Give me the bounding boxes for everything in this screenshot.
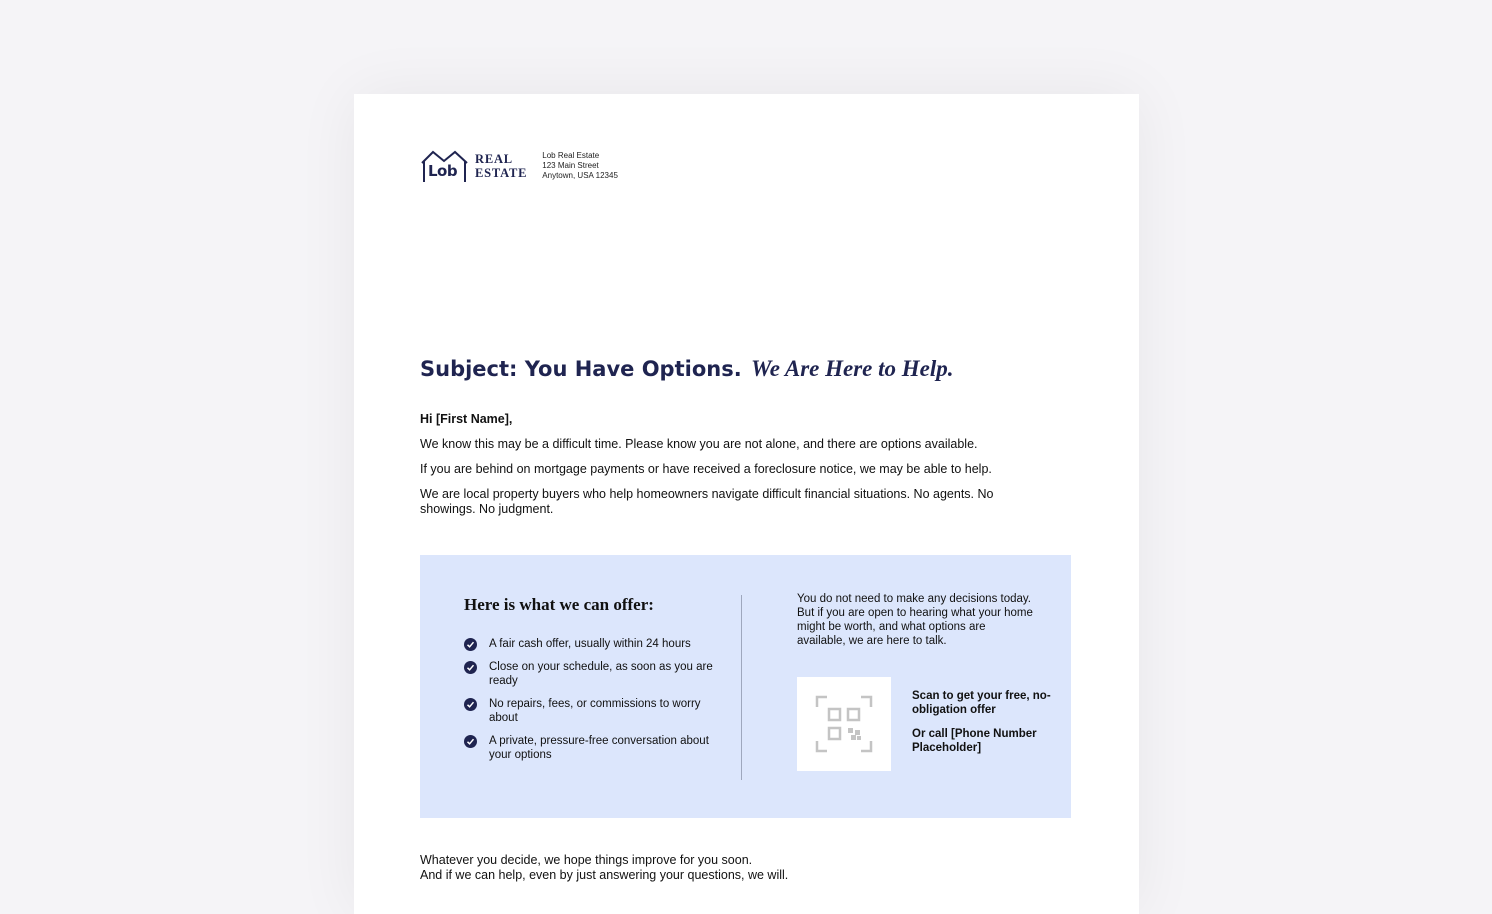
letter-page — [354, 94, 1139, 914]
list-item — [464, 660, 714, 688]
list-item — [464, 637, 714, 651]
list-item-label: A fair cash offer, usually within 24 hours — [489, 638, 691, 650]
address-line: 123 Main Street — [542, 161, 599, 170]
offer-title: Here is what we can offer: — [464, 595, 654, 614]
call-prompt: Or call [Phone Number Placeholder] — [912, 728, 1037, 754]
decision-text: You do not need to make any decisions today. But if you are open to hearing what your home might be worth, and what options are available, we are here to talk. — [797, 593, 1033, 647]
closing-line: Whatever you decide, we hope things improve for you soon. — [420, 853, 753, 867]
letterhead — [420, 149, 618, 183]
logo-real-estate: REAL ESTATE — [475, 152, 528, 180]
qr-code-icon[interactable] — [797, 677, 891, 771]
paragraph: We are local property buyers who help homeowners navigate difficult financial situations. No agents. No showings. No judgment. — [420, 487, 994, 516]
greeting: Hi [First Name], — [420, 412, 513, 426]
closing-line: And if we can help, even by just answering your questions, we will. — [420, 868, 789, 882]
check-circle-icon — [464, 661, 477, 674]
check-circle-icon — [464, 698, 477, 711]
scan-prompt: Scan to get your free, no-obligation offer — [912, 690, 1051, 716]
sender-address — [542, 151, 618, 181]
offer-list — [464, 637, 714, 771]
vertical-divider — [741, 595, 742, 780]
check-circle-icon — [464, 735, 477, 748]
subject-plain: Subject: You Have Options. — [420, 357, 742, 381]
paragraph: We know this may be a difficult time. Please know you are not alone, and there are options available. — [420, 437, 978, 451]
address-line: Anytown, USA 12345 — [542, 171, 618, 180]
house-roof-icon — [420, 149, 470, 183]
paragraph: If you are behind on mortgage payments or have received a foreclosure notice, we may be able to help. — [420, 462, 992, 476]
list-item-label: No repairs, fees, or commissions to worry about — [489, 698, 701, 724]
subject-italic: We Are Here to Help. — [751, 356, 954, 381]
list-item-label: A private, pressure-free conversation about your options — [489, 735, 709, 761]
check-circle-icon — [464, 638, 477, 651]
list-item — [464, 734, 714, 762]
offer-box — [420, 555, 1071, 818]
list-item — [464, 697, 714, 725]
logo-wordmark: Lob — [428, 162, 458, 180]
closing — [420, 853, 1020, 883]
address-line: Lob Real Estate — [542, 151, 600, 160]
subject-line — [420, 356, 954, 382]
list-item-label: Close on your schedule, as soon as you are ready — [489, 661, 713, 687]
